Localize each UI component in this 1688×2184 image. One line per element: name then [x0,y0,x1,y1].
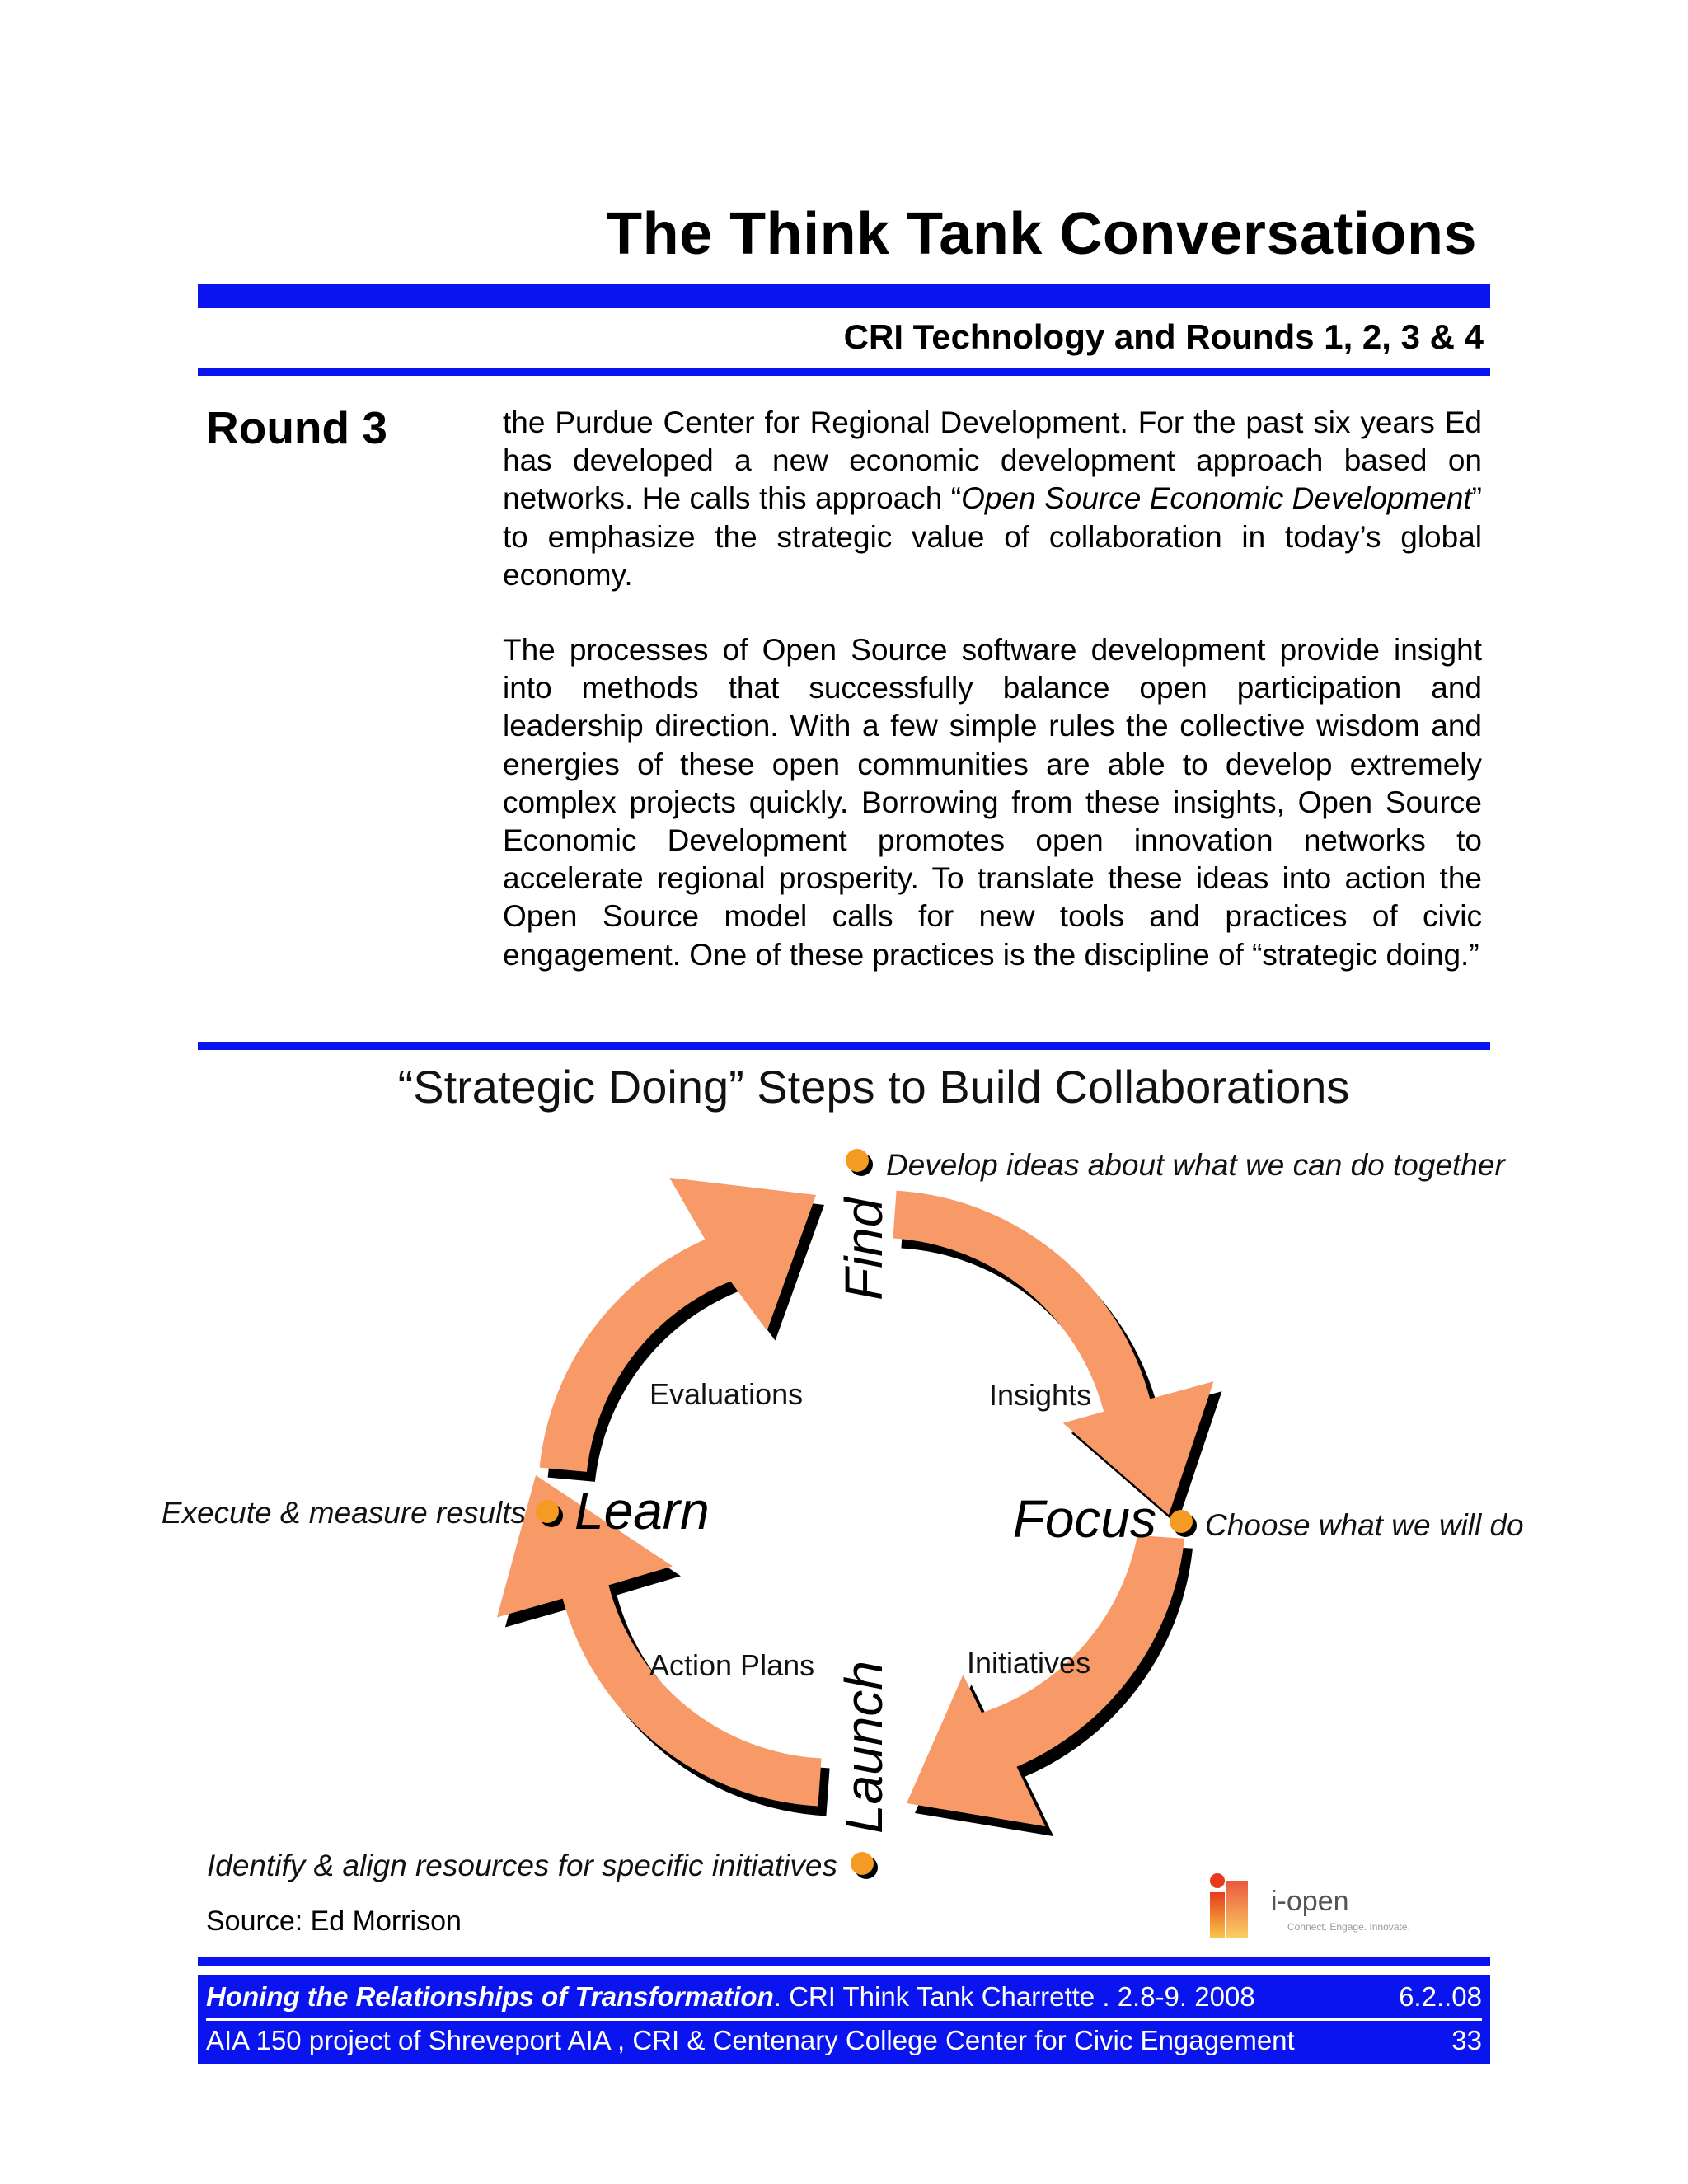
desc-focus: Choose what we will do [1205,1508,1524,1542]
footer-row-1 [206,1977,1482,2017]
diagram-rule [198,1042,1490,1050]
bullet-icon [1170,1510,1197,1537]
step-find: Find [834,1197,893,1301]
transition-action-plans: Action Plans [649,1648,815,1682]
page-number: 33 [1451,2025,1482,2055]
page-subtitle: CRI Technology and Rounds 1, 2, 3 & 4 [843,317,1484,356]
paragraph-text: the Purdue Center for Regional Development. For the past six years Ed has developed a new economic development approach based on networks. He calls this approach “ [503,405,1482,516]
footer-text: . CRI Think Tank Charrette . 2.8-9. 2008 [773,1981,1255,2012]
body-paragraph-2: The processes of Open Source software development provide insight into methods that successfully balance open participation and leadership direction. With a few simple rules the collective wisdom and energies of these open communities are able to develop extremely complex projects quickly. Borrowing from these insights, Open Source Economic Development promotes open innovation networks to accelerate regional prosperity. To translate these ideas into action the Open Source model calls for new tools and practices of civic engagement. One of these practices is the discipline of “strategic doing.” [503,633,1482,972]
arrow-find-to-focus [893,1191,1213,1515]
body-paragraph-1 [503,404,1482,594]
paragraph-text: ” to emphasize the strategic value of collaboration in today’s global economy. [503,481,1482,592]
bullet-icon [851,1852,878,1879]
step-focus: Focus [1012,1489,1156,1549]
footer-emphasis: Honing the Relationships of Transformation [206,1981,774,2012]
i-open-logo [1195,1864,1459,1947]
diagram-title: “Strategic Doing” Steps to Build Collaborations [397,1061,1350,1113]
step-launch: Launch [834,1661,893,1834]
transition-evaluations: Evaluations [649,1377,804,1411]
emphasis-text: Open Source Economic Development [961,481,1472,516]
footer-text: AIA 150 project of Shreveport AIA , CRI & Centenary College Center for Civic Engagement [206,2025,1295,2055]
transition-initiatives: Initiatives [967,1646,1091,1680]
desc-launch: Identify & align resources for specific initiatives [206,1849,837,1882]
header-rule [198,284,1490,308]
footer-date: 6.2..08 [1399,1981,1482,2012]
strategic-doing-diagram [161,1050,1524,1945]
desc-find: Develop ideas about what we can do together [886,1148,1505,1182]
step-learn: Learn [574,1481,710,1540]
page-title: The Think Tank Conversations [606,201,1477,267]
transition-insights: Insights [989,1378,1092,1412]
footer-rule [198,1957,1490,1966]
source-credit: Source: Ed Morrison [206,1905,462,1937]
bullet-icon [846,1149,873,1176]
footer [198,1975,1490,2064]
section-label: Round 3 [206,402,387,453]
desc-learn: Execute & measure results [161,1496,526,1530]
logo-name: i-open [1271,1886,1349,1917]
subtitle-rule [198,368,1490,376]
logo-tagline: Connect. Engage. Innovate. [1287,1921,1410,1933]
footer-row-2 [206,2018,1482,2060]
